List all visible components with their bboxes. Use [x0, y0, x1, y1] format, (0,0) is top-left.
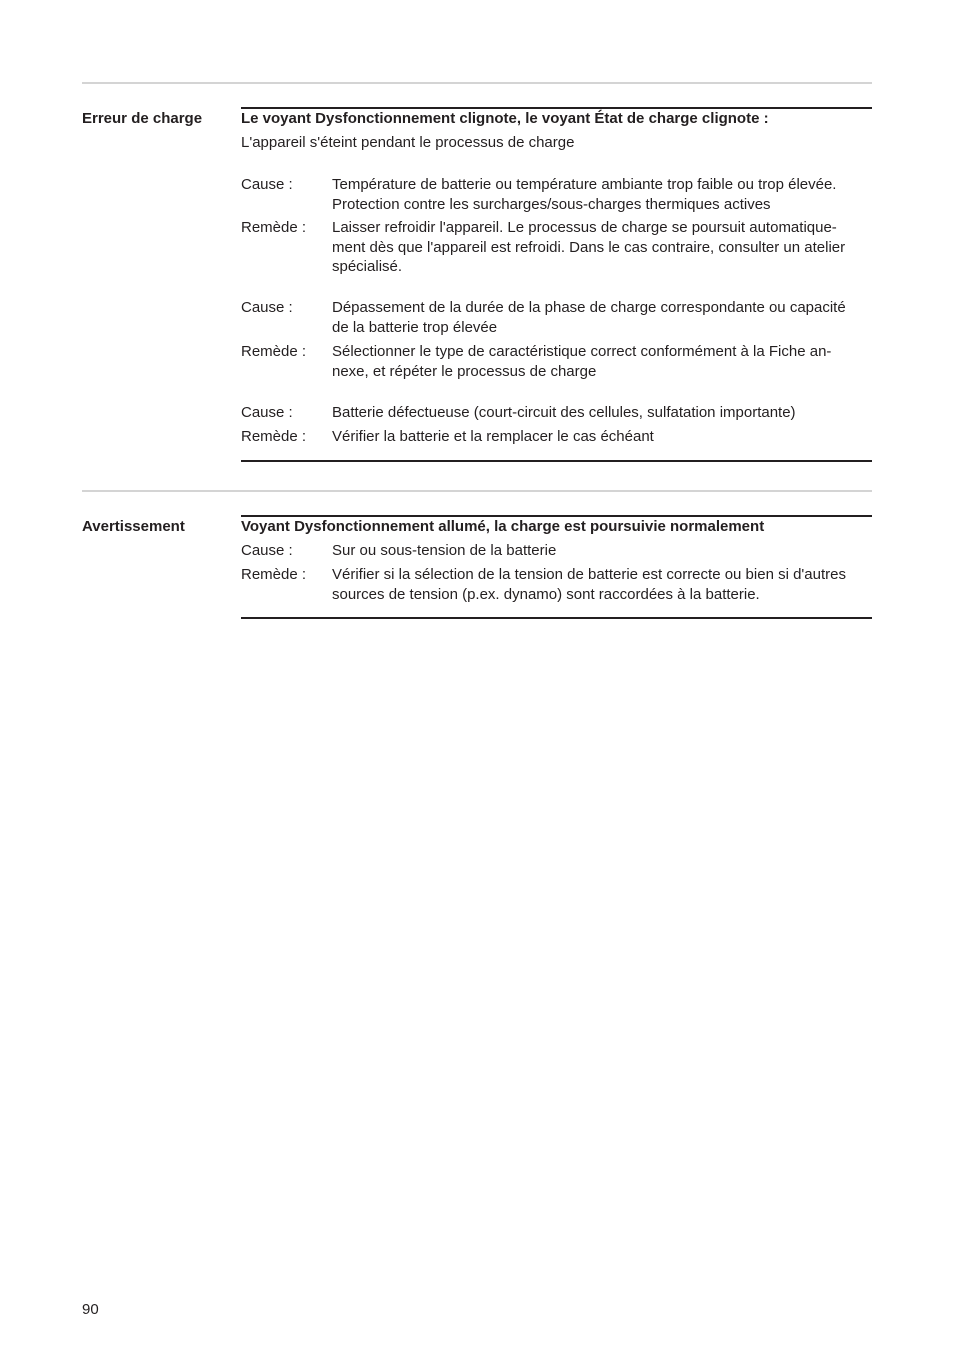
- remedy-label: Remède :: [241, 219, 307, 236]
- section-content: [241, 82, 872, 464]
- section-content: [241, 490, 872, 622]
- text-line: nexe, et répéter le processus de charge: [332, 362, 597, 380]
- text-line: Sélectionner le type de caractéristique correct conformément à la Fiche an-: [332, 343, 832, 360]
- cause-label: Cause :: [241, 299, 293, 316]
- section-avertissement: [82, 490, 872, 622]
- remedy-label: Remède :: [241, 566, 307, 583]
- cause-text: [332, 541, 877, 561]
- remedy-text: [332, 218, 877, 277]
- text-line: sources de tension (p.ex. dynamo) sont raccordées à la batterie.: [332, 585, 760, 603]
- text-line: Laisser refroidir l'appareil. Le processus de charge se poursuit automatique-: [332, 219, 837, 236]
- text-line: Batterie défectueuse (court-circuit des cellules, sulfatation importante): [332, 404, 796, 421]
- section-heading: Le voyant Dysfonctionnement clignote, le voyant État de charge clignote :: [241, 110, 769, 127]
- text-line: Vérifier si la sélection de la tension de batterie est correcte ou bien si d'autres: [332, 566, 846, 583]
- text-line: Température de batterie ou température ambiante trop faible ou trop élevée.: [332, 176, 837, 193]
- text-line: de la batterie trop élevée: [332, 318, 498, 336]
- text-line: Vérifier la batterie et la remplacer le cas échéant: [332, 428, 654, 445]
- page-number: 90: [82, 1301, 99, 1318]
- cause-label: Cause :: [241, 404, 293, 421]
- text-line: ment dès que l'appareil est refroidi. Dans le cas contraire, consulter un atelier: [332, 238, 846, 256]
- section-label: Erreur de charge: [82, 110, 203, 127]
- section-end-rule: [241, 617, 872, 619]
- section-label: Avertissement: [82, 518, 185, 535]
- section-heading: Voyant Dysfonctionnement allumé, la charge est poursuivie normalement: [241, 518, 765, 535]
- remedy-label: Remède :: [241, 343, 307, 360]
- section-intro: L'appareil s'éteint pendant le processus de charge: [241, 134, 575, 151]
- section-erreur-de-charge: [82, 82, 872, 464]
- cause-text: [332, 403, 877, 423]
- remedy-text: [332, 427, 877, 447]
- section-end-rule: [241, 460, 872, 462]
- cause-label: Cause :: [241, 176, 293, 193]
- text-line: Sur ou sous-tension de la batterie: [332, 542, 557, 559]
- text-line: Protection contre les surcharges/sous-charges thermiques actives: [332, 195, 771, 213]
- text-line: spécialisé.: [332, 258, 403, 275]
- text-line: Dépassement de la durée de la phase de charge correspondante ou capacité: [332, 299, 846, 316]
- remedy-text: [332, 342, 877, 381]
- cause-text: [332, 298, 877, 337]
- cause-text: [332, 175, 877, 214]
- remedy-label: Remède :: [241, 428, 307, 445]
- remedy-text: [332, 565, 877, 604]
- cause-label: Cause :: [241, 542, 293, 559]
